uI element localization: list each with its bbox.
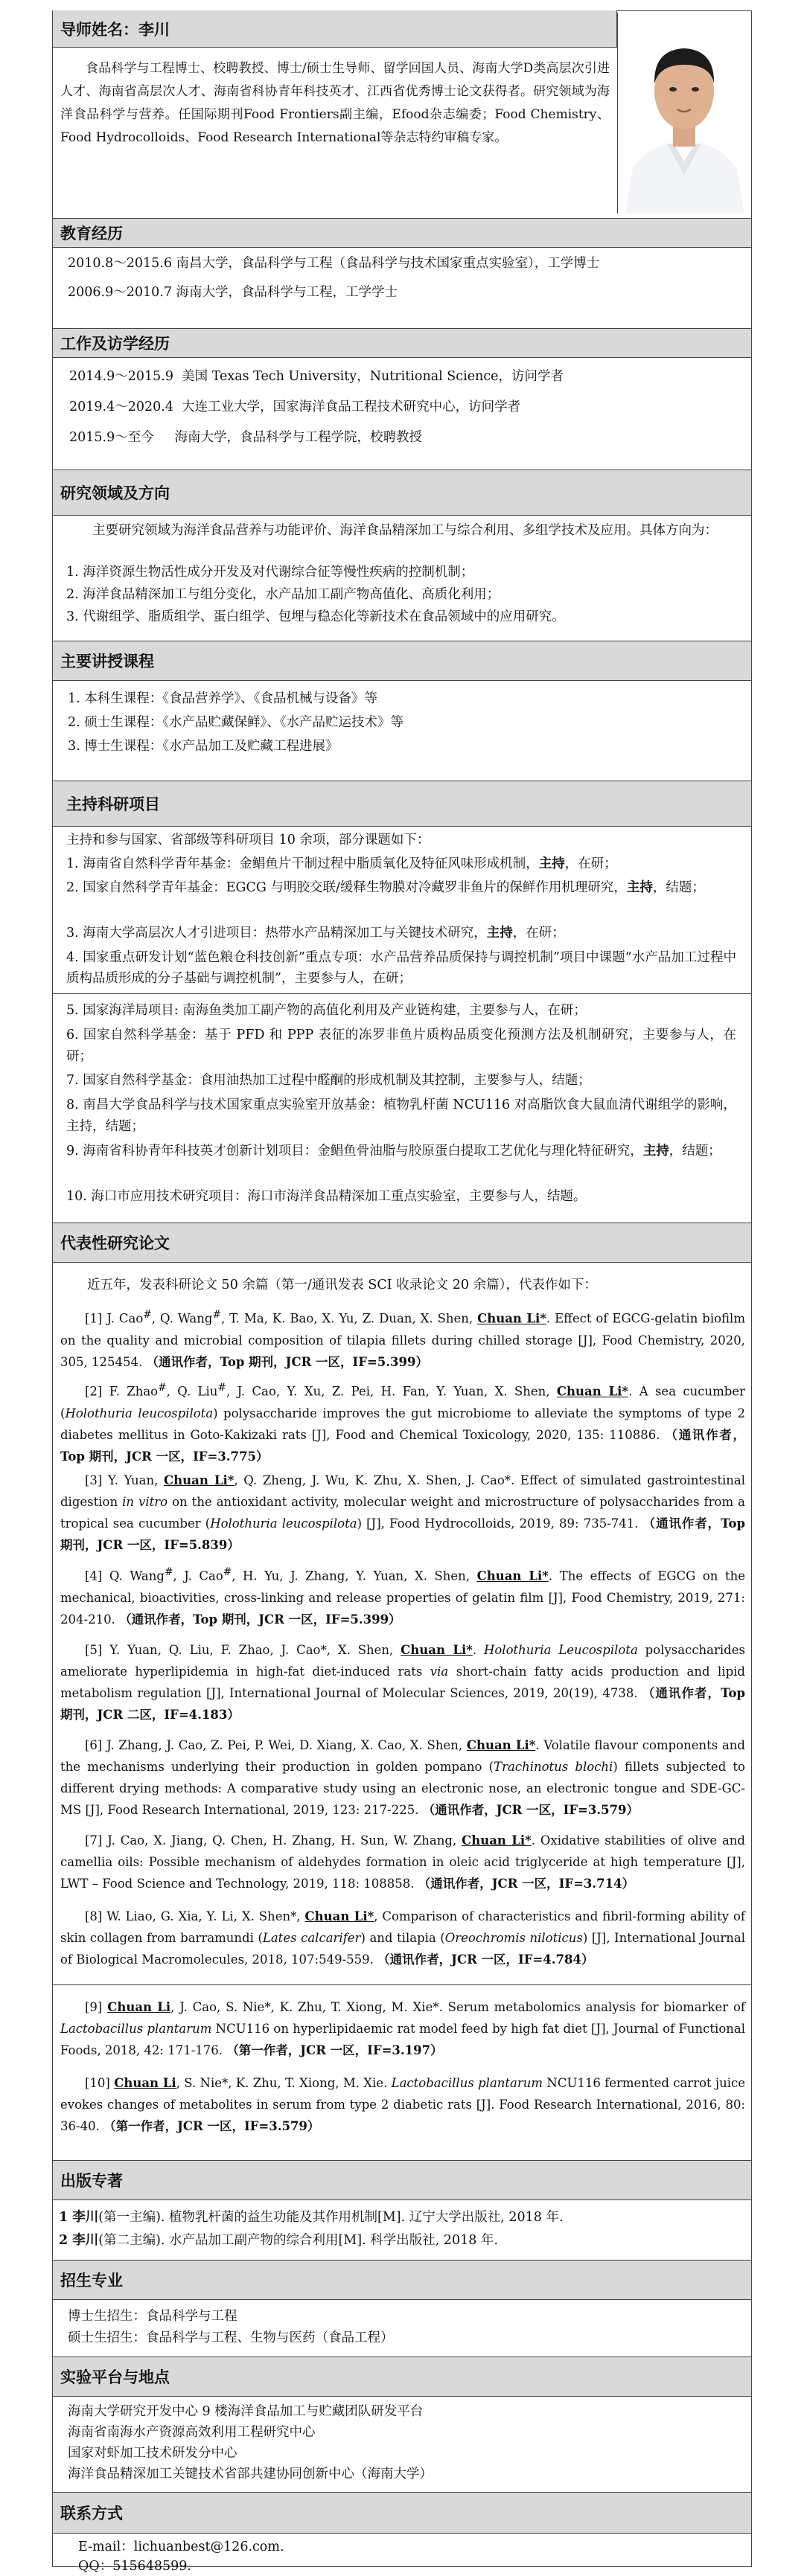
contact-header [53, 2492, 751, 2534]
courses-header [53, 641, 751, 681]
research-intro: 主要研究领域为海洋食品营养与功能评价、海洋食品精深加工与综合利用、多组学技术及应用。具体方向为： [92, 523, 718, 538]
project-item-6: 6. 国家自然科学基金：基于 PFD 和 PPP 表征的冻罗非鱼片质构品质变化预测方法及机制研究，主要参与人，在研； [66, 1028, 736, 1064]
education-item-1: 2010.8～2015.6 南昌大学，食品科学与工程（食品科学与技术国家重点实验室），工学博士 [68, 256, 600, 271]
contact-email[interactable]: E-mail：lichuanbest@126.com. [78, 2540, 284, 2554]
contact-title: 联系方式 [60, 2505, 123, 2522]
papers-intro: 近五年，发表科研论文 50 余篇（第一/通讯发表 SCI 收录论文 20 余篇），代表作如下： [87, 1278, 597, 1292]
contact-qq: QQ：515648599. [78, 2559, 191, 2574]
course-item-3: 3. 博士生课程：《水产品加工及贮藏工程进展》 [68, 739, 339, 754]
papers-header [53, 1223, 751, 1263]
advisor-name: 导师姓名：李川 [60, 20, 170, 39]
platforms-title: 实验平台与地点 [60, 2368, 170, 2386]
projects-header [53, 781, 751, 827]
books-header [53, 2160, 751, 2200]
project-item-8: 8. 南昌大学食品科学与技术国家重点实验室开放基金：植物乳杆菌 NCU116 对高脂饮食大鼠血清代谢组学的影响，主持，结题； [66, 1098, 736, 1134]
platform-item-3: 国家对虾加工技术研发分中心 [68, 2446, 237, 2461]
research-header [53, 470, 751, 516]
bio-text: 食品科学与工程博士、校聘教授、博士/硕士生导师、留学回国人员、海南大学D类高层次引进人才、海南省高层次人才、海南省科协青年科技英才、江西省优秀博士论文获得者。研究领域为海洋食品科学与营养。任国际期刊Food Frontiers副主编，Efood杂志编委；Food Chemistry、Food Hydrocolloids、Food Research International等杂志特约审稿专家。 [60, 61, 610, 145]
course-item-2: 2. 硕士生课程：《水产品贮藏保鲜》、《水产品贮运技术》等 [68, 715, 404, 730]
paper-9: [9] Chuan Li, J. Cao, S. Nie*, K. Zhu, T. Xiong, M. Xie*. Serum metabolomics analysis for biomarker of Lactobacillus plantarum NCU116 on hyperlipidaemic rat model feed by high fat diet [J], Journal of Functional Foods, 2018, 42: 171-176. （第一作者，JCR 一区，IF=3.197） [60, 2000, 745, 2057]
work-item-2: 2019.4～2020.4 大连工业大学，国家海洋食品工程技术研究中心，访问学者 [69, 400, 521, 414]
majors-header [53, 2260, 751, 2300]
project-item-2: 2. 国家自然科学青年基金：EGCG 与明胶交联/缓释生物膜对冷藏罗非鱼片的保鲜作用机理研究，主持，结题； [66, 880, 705, 895]
paper-5: [5] Y. Yuan, Q. Liu, F. Zhao, J. Cao*, X. Shen, Chuan Li*. Holothuria Leucospilota polysaccharides ameliorate hyperlipidemia in high-fat diet-induced rats via short-chain fatty acids production and lipid metabolism regulation [J], International Journal of Molecular Sciences, 2019, 20(19), 4738. （通讯作者，Top 期刊，JCR 二区，IF=4.183） [60, 1643, 745, 1722]
paper-2: [2] F. Zhao#, Q. Liu#, J. Cao, Y. Xu, Z. Pei, H. Fan, Y. Yuan, X. Shen, Chuan Li*. A sea cucumber (Holothuria leucospilota) polysaccharide improves the gut microbiome to alleviate the symptoms of type 2 diabetes mellitus in Goto-Kakizaki rats [J], Food and Chemical Toxicology, 2020, 135: 110886. （通讯作者，Top 期刊，JCR 一区，IF=3.775） [60, 1382, 746, 1464]
project-item-7: 7. 国家自然科学基金：食用油热加工过程中醛酮的形成机制及其控制，主要参与人，结题； [66, 1073, 591, 1088]
project-item-10: 10. 海口市应用技术研究项目：海口市海洋食品精深加工重点实验室，主要参与人，结题。 [66, 1189, 587, 1204]
paper-8: [8] W. Liao, G. Xia, Y. Li, X. Shen*, Chuan Li*, Comparison of characteristics and fibril-forming ability of skin collagen from barramundi (Lates calcarifer) and tilapia (Oreochromis niloticus) [J], International Journal of Biological Macromolecules, 2018, 107:549-559. （通讯作者，JCR 一区，IF=4.784） [60, 1909, 745, 1967]
major-item-1: 博士生招生：食品科学与工程 [68, 2309, 237, 2324]
project-item-4: 4. 国家重点研发计划“蓝色粮仓科技创新”重点专项：水产品营养品质保持与调控机制”项目中课题“水产品加工过程中质构品质形成的分子基础与调控机制”，主要参与人，在研； [66, 950, 736, 986]
books-title: 出版专著 [60, 2172, 123, 2190]
research-item-2: 2. 海洋食品精深加工与组分变化，水产品加工副产物高值化、高质化利用； [66, 587, 500, 602]
courses-title: 主要讲授课程 [60, 653, 154, 670]
paper-4: [4] Q. Wang#, J. Cao#, H. Yu, J. Zhang, Y. Yuan, X. Shen, Chuan Li*. The effects of EGCG on the mechanical, bioactivities, cross-linking and release properties of gelatin film [J], Food Chemistry, 2019, 271: 204-210. （通讯作者，Top 期刊，JCR 一区，IF=5.399） [60, 1566, 745, 1627]
project-item-5: 5. 国家海洋局项目: 南海鱼类加工副产物的高值化利用及产业链构建，主要参与人，在研； [66, 1003, 587, 1018]
advisor-photo [617, 13, 750, 214]
education-header [53, 218, 751, 248]
work-item-3: 2015.9～至今 海南大学，食品科学与工程学院，校聘教授 [69, 430, 423, 445]
projects-title: 主持科研项目 [66, 795, 160, 813]
paper-1: [1] J. Cao#, Q. Wang#, T. Ma, K. Bao, X. Yu, Z. Duan, X. Shen, Chuan Li*. Effect of EGCG-gelatin biofilm on the quality and microbial composition of tilapia fillets during chilled storage [J], Food Chemistry, 2020, 305, 125454. （通讯作者，Top 期刊，JCR 一区，IF=5.399） [60, 1309, 745, 1369]
platform-item-1: 海南大学研究开发中心 9 楼海洋食品加工与贮藏团队研发平台 [68, 2404, 424, 2419]
majors-title: 招生专业 [60, 2272, 123, 2290]
projects-divider [53, 993, 751, 994]
work-header [53, 328, 751, 358]
platform-item-4: 海洋食品精深加工关键技术省部共建协同创新中心（海南大学） [68, 2467, 433, 2482]
education-item-2: 2006.9～2010.7 海南大学，食品科学与工程，工学学士 [68, 285, 398, 300]
name-header [53, 10, 617, 48]
papers-title: 代表性研究论文 [60, 1234, 170, 1252]
project-item-3: 3. 海南大学高层次人才引进项目：热带水产品精深加工与关键技术研究，主持，在研； [66, 926, 565, 941]
research-title: 研究领域及方向 [60, 484, 170, 502]
platform-item-2: 海南省南海水产资源高效利用工程研究中心 [68, 2425, 316, 2440]
course-item-1: 1. 本科生课程：《食品营养学》、《食品机械与设备》等 [68, 691, 378, 706]
work-item-1: 2014.9～2015.9 美国 Texas Tech University，Nutritional Science，访问学者 [69, 369, 564, 384]
project-item-1: 1. 海南省自然科学青年基金：金鲳鱼片干制过程中脂质氧化及特征风味形成机制，主持，在研； [66, 856, 617, 871]
major-item-2: 硕士生招生：食品科学与工程、生物与医药（食品工程） [68, 2330, 394, 2345]
research-item-3: 3. 代谢组学、脂质组学、蛋白组学、包埋与稳态化等新技术在食品领域中的应用研究。 [66, 609, 565, 624]
papers-divider [53, 1984, 751, 1985]
project-item-9: 9. 海南省科协青年科技英才创新计划项目：金鲳鱼骨油脂与胶原蛋白提取工艺优化与理化特征研究，主持，结题； [66, 1144, 721, 1159]
projects-intro: 主持和参与国家、省部级等科研项目 10 余项，部分课题如下： [66, 833, 430, 848]
paper-10: [10] Chuan Li, S. Nie*, K. Zhu, T. Xiong, M. Xie. Lactobacillus plantarum NCU116 fermented carrot juice evokes changes of metabolites in serum from type 2 diabetic rats [J]. Food Research International, 2016, 80: 36-40. （第一作者，JCR 一区，IF=3.579） [60, 2076, 745, 2133]
portrait-image [618, 13, 750, 214]
profile-frame [52, 10, 752, 2574]
book-item-1: 1 李川(第一主编). 植物乳杆菌的益生功能及其作用机制[M]. 辽宁大学出版社, 2018 年. [59, 2210, 564, 2225]
book-item-2: 2 李川(第二主编). 水产品加工副产物的综合利用[M]. 科学出版社, 2018 年. [59, 2233, 499, 2248]
platforms-header [53, 2356, 751, 2397]
paper-3: [3] Y. Yuan, Chuan Li*, Q. Zheng, J. Wu, K. Zhu, X. Shen, J. Cao*. Effect of simulated gastrointestinal digestion in vitro on the antioxidant activity, molecular weight and microstructure of polysaccharides from a tropical sea cucumber (Holothuria leucospilota) [J], Food Hydrocolloids, 2019, 89: 735-741. （通讯作者，Top 期刊，JCR 一区，IF=5.839） [60, 1473, 745, 1552]
work-title: 工作及访学经历 [60, 335, 170, 353]
paper-6: [6] J. Zhang, J. Cao, Z. Pei, P. Wei, D. Xiang, X. Cao, X. Shen, Chuan Li*. Volatile flavour components and the mechanisms underlying their production in golden pompano (Trachinotus blochi) fillets subjected to different drying methods: A comparative study using an electronic nose, an electronic tongue and SDE-GC-MS [J], Food Research International, 2019, 123: 217-225. （通讯作者，JCR 一区，IF=3.579） [60, 1738, 745, 1817]
research-item-1: 1. 海洋资源生物活性成分开发及对代谢综合征等慢性疾病的控制机制； [66, 565, 474, 580]
paper-7: [7] J. Cao, X. Jiang, Q. Chen, H. Zhang, H. Sun, W. Zhang, Chuan Li*. Oxidative stabilities of olive and camellia oils: Possible mechanism of aldehydes formation in oleic acid triglyceride at high temperature [J], LWT – Food Science and Technology, 2019, 118: 108858. （通讯作者，JCR 一区，IF=3.714） [60, 1833, 745, 1891]
education-title: 教育经历 [60, 225, 123, 243]
